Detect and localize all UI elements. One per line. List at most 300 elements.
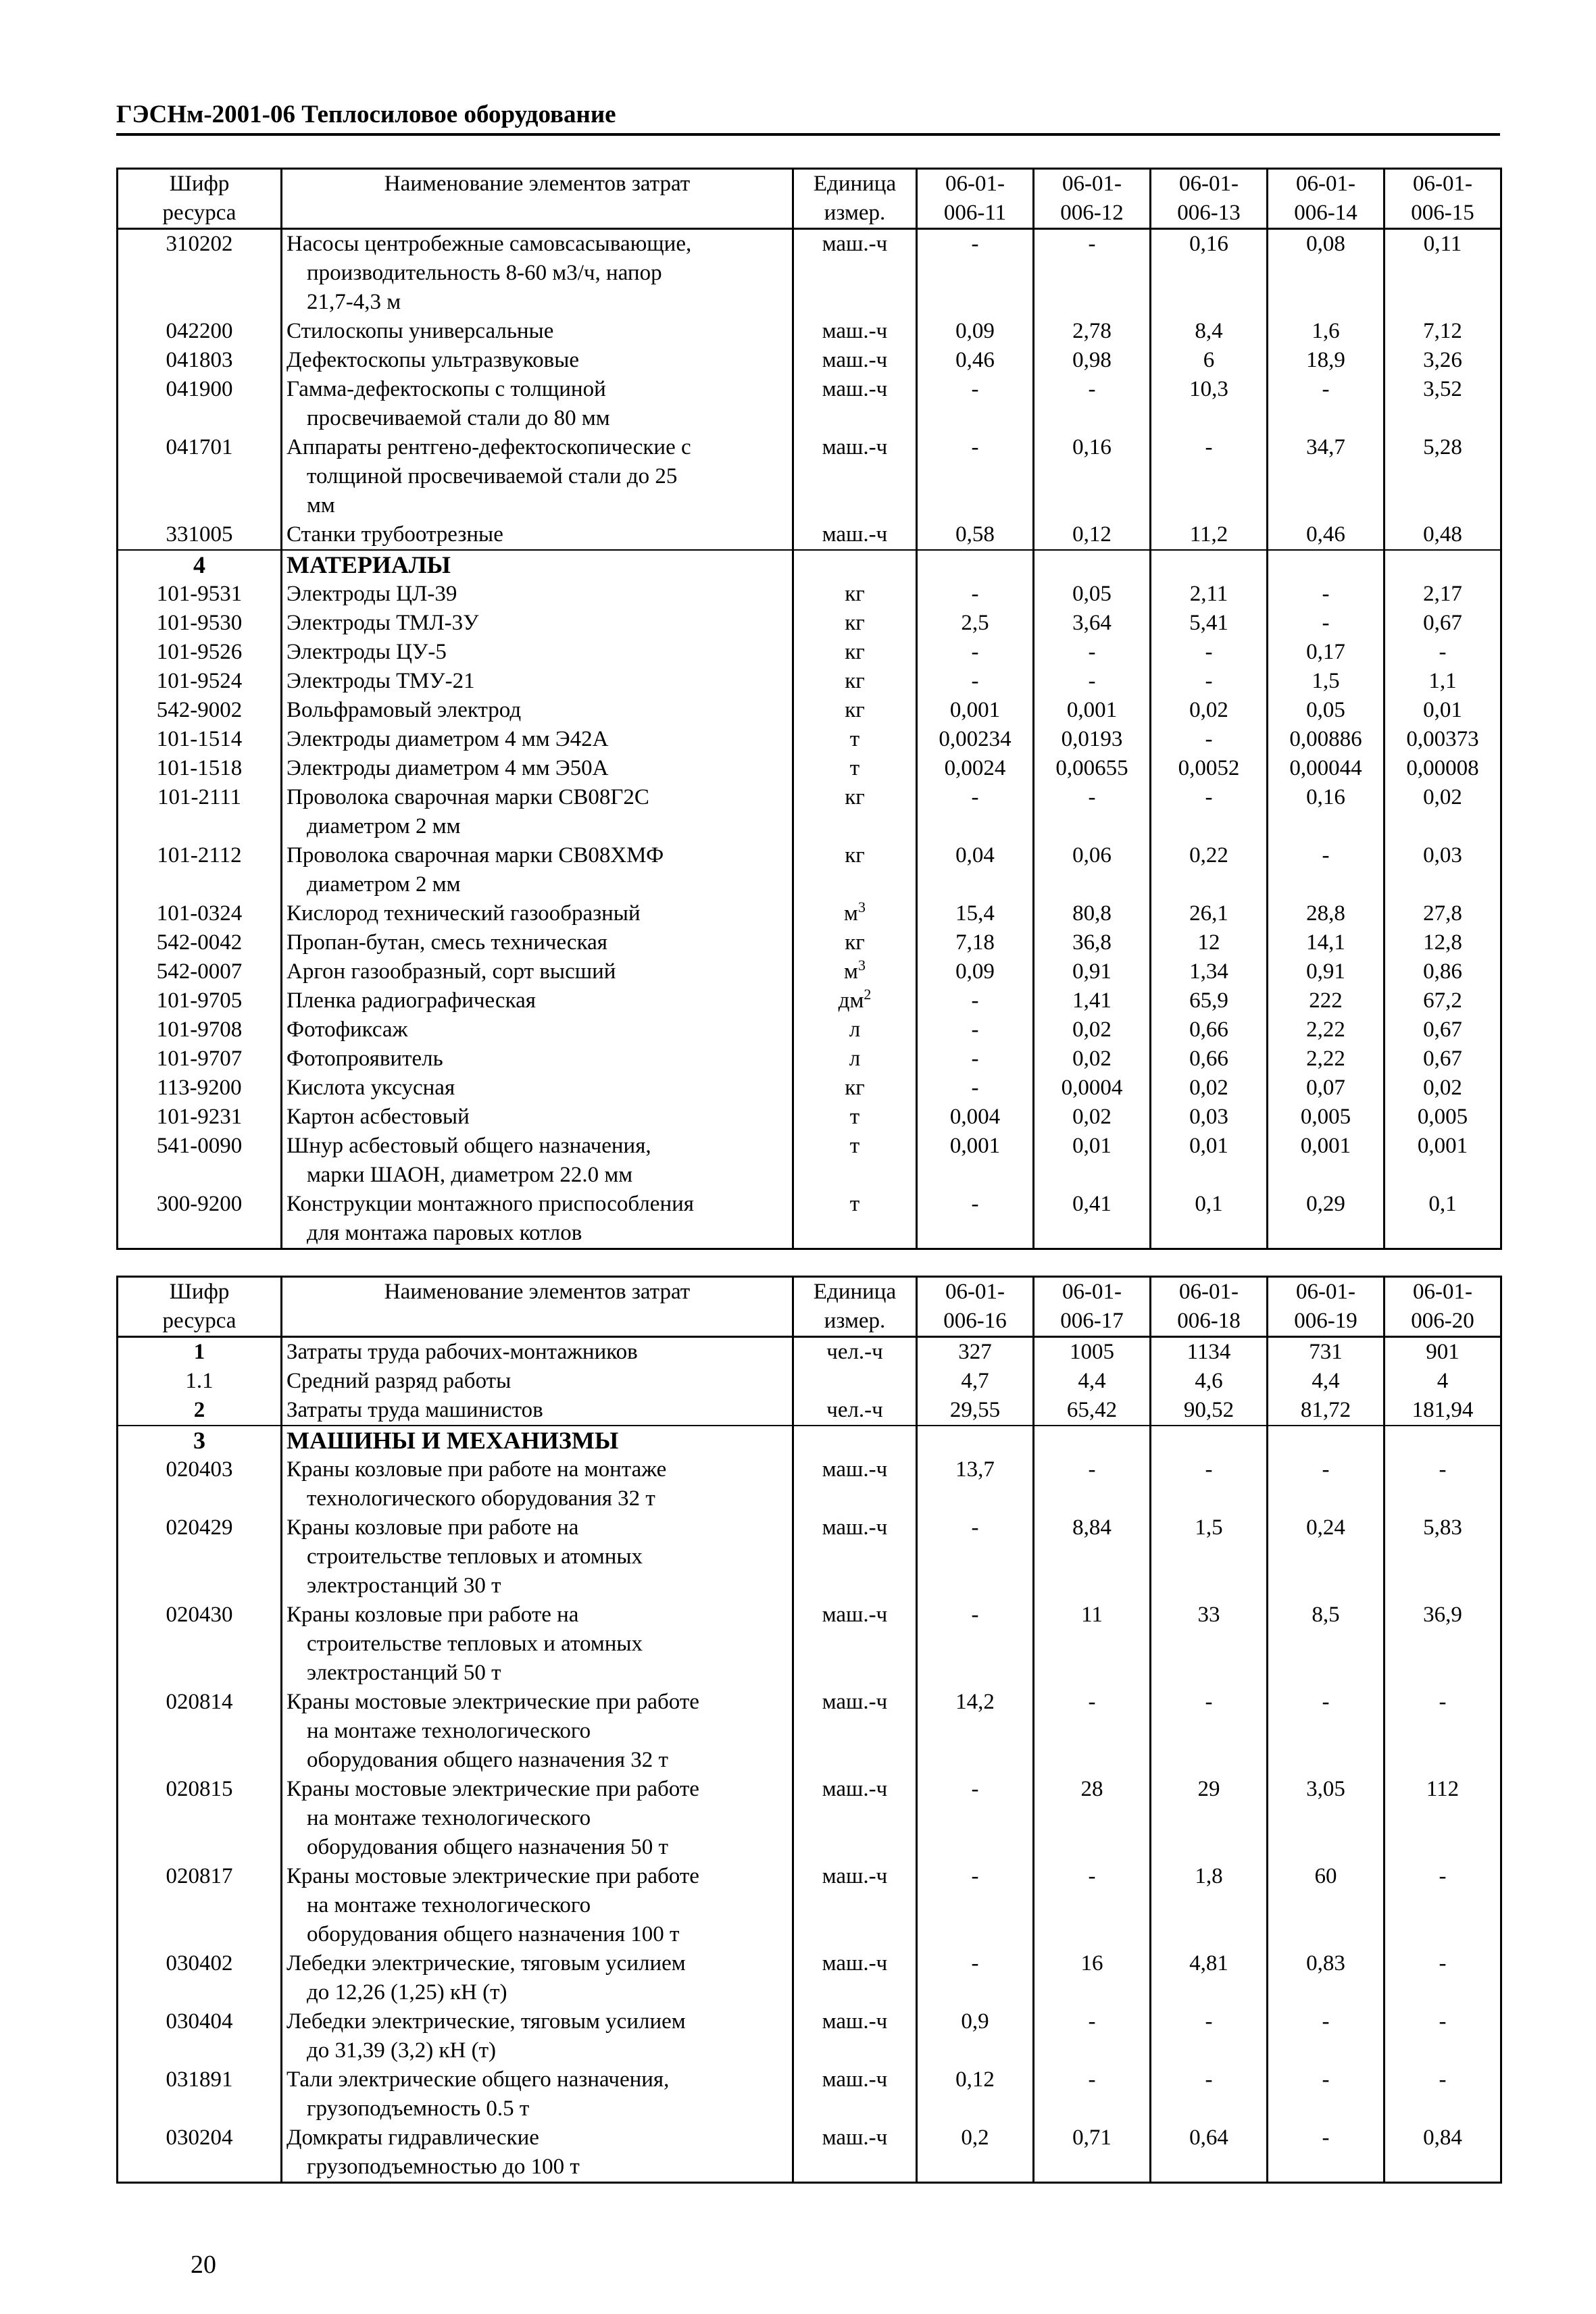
cost-element-name xyxy=(282,725,793,754)
cell-line: Стилоскопы универсальные xyxy=(286,319,554,343)
cell-line: маш.-ч xyxy=(822,348,888,372)
norm-value: 0,67 xyxy=(1385,609,1501,638)
norm-value: - xyxy=(1385,1688,1501,1775)
norm-value: - xyxy=(1151,1688,1268,1775)
norm-value: - xyxy=(917,1601,1034,1688)
norm-value: - xyxy=(917,1045,1034,1074)
norm-value: 3,64 xyxy=(1034,609,1151,638)
unit-of-measure xyxy=(793,667,917,696)
cell-line: диаметром 2 мм xyxy=(307,814,461,838)
norm-value: 3,05 xyxy=(1268,1775,1385,1862)
cell-line: 006-20 xyxy=(1411,1309,1474,1333)
cost-element-name xyxy=(282,1337,793,1367)
norm-value: 0,09 xyxy=(917,317,1034,346)
norm-value: - xyxy=(1268,2065,1385,2123)
norm-value: 0,86 xyxy=(1385,957,1501,986)
unit-of-measure xyxy=(793,433,917,520)
cell-line: электростанций 50 т xyxy=(307,1661,501,1685)
norm-value: 0,12 xyxy=(1034,520,1151,550)
cell-line: марки ШАОН, диаметром 22.0 мм xyxy=(307,1163,633,1187)
norm-value: 0,0193 xyxy=(1034,725,1151,754)
cell-line: до 12,26 (1,25) кН (т) xyxy=(307,1980,507,2005)
norm-value: 7,12 xyxy=(1385,317,1501,346)
table-row xyxy=(118,580,1501,609)
norm-value: 0,00373 xyxy=(1385,725,1501,754)
norm-value: 0,0004 xyxy=(1034,1074,1151,1103)
cell-line: 06-01- xyxy=(1179,172,1239,196)
cost-element-name xyxy=(282,1074,793,1103)
table-row xyxy=(118,841,1501,899)
cell-line: 21,7-4,3 м xyxy=(307,290,401,314)
cost-element-name xyxy=(282,375,793,433)
cell-line: электростанций 30 т xyxy=(307,1574,501,1598)
norm-value: 0,29 xyxy=(1268,1190,1385,1249)
header-name xyxy=(282,169,793,229)
norm-value: 1005 xyxy=(1034,1337,1151,1367)
norm-value: - xyxy=(1034,2065,1151,2123)
unit-of-measure xyxy=(793,841,917,899)
norm-value: 60 xyxy=(1268,1862,1385,1949)
norm-value: - xyxy=(917,433,1034,520)
norm-value: 28 xyxy=(1034,1775,1151,1862)
unit-of-measure xyxy=(793,1190,917,1249)
norm-value: 34,7 xyxy=(1268,433,1385,520)
cell-line: ресурса xyxy=(162,201,236,225)
table-row xyxy=(118,1015,1501,1045)
resource-code: 101-9705 xyxy=(118,986,282,1015)
unit-exponent: 3 xyxy=(857,957,866,974)
norm-value: 0,24 xyxy=(1268,1513,1385,1601)
norm-value: - xyxy=(1268,375,1385,433)
cell-line: маш.-ч xyxy=(822,2009,888,2034)
header-c3 xyxy=(1151,169,1268,229)
norm-value: 8,5 xyxy=(1268,1601,1385,1688)
table-row xyxy=(118,928,1501,957)
norm-value: 1,6 xyxy=(1268,317,1385,346)
resource-code: 020814 xyxy=(118,1688,282,1775)
norm-value: 0,005 xyxy=(1268,1103,1385,1132)
norm-value: 0,01 xyxy=(1385,696,1501,725)
norm-value: - xyxy=(917,229,1034,318)
cell-line: Краны мостовые электрические при работе xyxy=(286,1864,699,1888)
empty-cell xyxy=(1034,550,1151,580)
table-row xyxy=(118,433,1501,520)
norm-value: 5,41 xyxy=(1151,609,1268,638)
norm-value: 11 xyxy=(1034,1601,1151,1688)
cell-line: Проволока сварочная марки СВ08Г2С xyxy=(286,785,649,809)
cell-line: маш.-ч xyxy=(822,232,888,256)
norm-value: 1,5 xyxy=(1151,1513,1268,1601)
norm-value: - xyxy=(917,1949,1034,2007)
unit-of-measure xyxy=(793,725,917,754)
norm-value: 80,8 xyxy=(1034,899,1151,928)
cell-line: маш.-ч xyxy=(822,522,888,547)
table-row xyxy=(118,609,1501,638)
norm-value: 1,1 xyxy=(1385,667,1501,696)
cell-line: 06-01- xyxy=(1062,172,1122,196)
norm-value: 0,98 xyxy=(1034,346,1151,375)
unit-of-measure xyxy=(793,1103,917,1132)
norm-value: - xyxy=(1151,2007,1268,2065)
table-row xyxy=(118,957,1501,986)
unit-of-measure xyxy=(793,1513,917,1601)
cell-line: Затраты труда рабочих-монтажников xyxy=(286,1340,638,1364)
table-row xyxy=(118,1132,1501,1190)
cell-line: Аргон газообразный, сорт высший xyxy=(286,959,616,984)
cell-line: Электроды диаметром 4 мм Э42А xyxy=(286,727,609,751)
cost-element-name xyxy=(282,2007,793,2065)
cell-line: м xyxy=(844,959,858,984)
cell-line: до 31,39 (3,2) кН (т) xyxy=(307,2038,497,2063)
norm-value: 28,8 xyxy=(1268,899,1385,928)
table-row xyxy=(118,1949,1501,2007)
norm-value: - xyxy=(1034,2007,1151,2065)
norm-value: - xyxy=(1034,667,1151,696)
norm-value: 327 xyxy=(917,1337,1034,1367)
unit-of-measure xyxy=(793,609,917,638)
norm-value: 29 xyxy=(1151,1775,1268,1862)
page-number: 20 xyxy=(191,2250,216,2279)
norm-value: 1,5 xyxy=(1268,667,1385,696)
cell-line: Насосы центробежные самовсасывающие, xyxy=(286,232,692,256)
norm-value: 2,22 xyxy=(1268,1015,1385,1045)
resource-code: 031891 xyxy=(118,2065,282,2123)
resource-code: 101-9231 xyxy=(118,1103,282,1132)
cost-element-name xyxy=(282,520,793,550)
norm-value: 0,02 xyxy=(1034,1103,1151,1132)
cell-line: диаметром 2 мм xyxy=(307,872,461,897)
cell-line: т xyxy=(849,1192,860,1216)
resource-code: 101-9526 xyxy=(118,638,282,667)
norm-value: - xyxy=(917,1074,1034,1103)
cell-line: на монтаже технологического xyxy=(307,1893,591,1917)
cell-line: Шифр xyxy=(169,1280,230,1304)
cost-element-name xyxy=(282,1601,793,1688)
norm-value: - xyxy=(917,638,1034,667)
cell-line: маш.-ч xyxy=(822,1864,888,1888)
cost-element-name xyxy=(282,1045,793,1074)
unit-of-measure xyxy=(793,1132,917,1190)
cell-line: кг xyxy=(845,640,865,664)
unit-of-measure xyxy=(793,1367,917,1396)
norm-value: - xyxy=(1151,433,1268,520)
cell-line: Наименование элементов затрат xyxy=(384,1280,691,1304)
unit-of-measure xyxy=(793,928,917,957)
norm-value: 0,84 xyxy=(1385,2123,1501,2183)
norm-value: 6 xyxy=(1151,346,1268,375)
norm-value: - xyxy=(1268,580,1385,609)
table-row xyxy=(118,899,1501,928)
table-row xyxy=(118,2007,1501,2065)
norm-value: - xyxy=(1268,1455,1385,1513)
cell-line: 06-01- xyxy=(945,172,1005,196)
unit-of-measure xyxy=(793,2123,917,2183)
cell-line: на монтаже технологического xyxy=(307,1806,591,1830)
resource-code: 101-9707 xyxy=(118,1045,282,1074)
norm-value: - xyxy=(1034,1455,1151,1513)
cell-line: Электроды диаметром 4 мм Э50А xyxy=(286,756,609,780)
norm-value: 0,004 xyxy=(917,1103,1034,1132)
cell-line: Тали электрические общего назначения, xyxy=(286,2067,670,2092)
unit-of-measure xyxy=(793,1015,917,1045)
header-c5 xyxy=(1385,1277,1501,1337)
norm-value: - xyxy=(1151,1455,1268,1513)
norm-value: 16 xyxy=(1034,1949,1151,2007)
unit-of-measure xyxy=(793,346,917,375)
header-unit xyxy=(793,169,917,229)
header-name xyxy=(282,1277,793,1337)
empty-cell xyxy=(1151,550,1268,580)
resource-code: 020429 xyxy=(118,1513,282,1601)
resource-code: 041803 xyxy=(118,346,282,375)
norm-value: 14,1 xyxy=(1268,928,1385,957)
norm-value: 0,16 xyxy=(1151,229,1268,318)
cell-line: Средний разряд работы xyxy=(286,1369,512,1393)
norm-value: 2,78 xyxy=(1034,317,1151,346)
norm-value: 0,001 xyxy=(1385,1132,1501,1190)
unit-exponent: 3 xyxy=(857,899,866,915)
cell-line: кг xyxy=(845,611,865,635)
table-row xyxy=(118,229,1501,318)
cell-line: кг xyxy=(845,1076,865,1100)
norm-value: 0,005 xyxy=(1385,1103,1501,1132)
section-title: МАТЕРИАЛЫ xyxy=(282,550,793,580)
norm-value: - xyxy=(1034,783,1151,841)
norm-value: 12 xyxy=(1151,928,1268,957)
table-row xyxy=(118,754,1501,783)
resource-table-2 xyxy=(116,1276,1502,2184)
table-row xyxy=(118,1513,1501,1601)
norm-value: 0,91 xyxy=(1034,957,1151,986)
resource-code: 041701 xyxy=(118,433,282,520)
cell-line: маш.-ч xyxy=(822,1515,888,1540)
header-code xyxy=(118,1277,282,1337)
norm-value: 7,18 xyxy=(917,928,1034,957)
norm-value: - xyxy=(1034,1688,1151,1775)
cost-element-name xyxy=(282,2123,793,2183)
resource-code: 101-1514 xyxy=(118,725,282,754)
cell-line: строительстве тепловых и атомных xyxy=(307,1544,643,1569)
cell-line: т xyxy=(849,756,860,780)
cell-line: технологического оборудования 32 т xyxy=(307,1486,655,1511)
resource-table-1 xyxy=(116,168,1502,1250)
resource-code: 020815 xyxy=(118,1775,282,1862)
cell-line: 006-14 xyxy=(1294,201,1357,225)
norm-value: 4 xyxy=(1385,1367,1501,1396)
cell-line: Электроды ТМЛ-3У xyxy=(286,611,479,635)
cell-line: л xyxy=(849,1047,861,1071)
norm-value: 15,4 xyxy=(917,899,1034,928)
table-row xyxy=(118,638,1501,667)
resource-code: 1 xyxy=(118,1337,282,1367)
page-header: ГЭСНм-2001-06 Теплосиловое оборудование xyxy=(116,100,1500,136)
cell-line: дм xyxy=(838,988,864,1013)
cell-line: л xyxy=(849,1017,861,1042)
resource-code: 101-2112 xyxy=(118,841,282,899)
unit-of-measure xyxy=(793,754,917,783)
norm-value: 0,05 xyxy=(1268,696,1385,725)
norm-value: 0,001 xyxy=(917,696,1034,725)
norm-value: 5,28 xyxy=(1385,433,1501,520)
norm-value: 0,02 xyxy=(1034,1045,1151,1074)
norm-value: 0,02 xyxy=(1151,1074,1268,1103)
norm-value: - xyxy=(917,1775,1034,1862)
cell-line: измер. xyxy=(824,201,886,225)
cost-element-name xyxy=(282,1949,793,2007)
unit-of-measure xyxy=(793,1775,917,1862)
cell-line: Станки трубоотрезные xyxy=(286,522,503,547)
cell-line: 006-13 xyxy=(1177,201,1241,225)
norm-value: 14,2 xyxy=(917,1688,1034,1775)
table-row xyxy=(118,1103,1501,1132)
cell-line: Гамма-дефектоскопы с толщиной xyxy=(286,377,606,401)
unit-of-measure xyxy=(793,229,917,318)
cell-line: чел.-ч xyxy=(826,1398,883,1422)
norm-value: 0,03 xyxy=(1385,841,1501,899)
norm-value: - xyxy=(1151,2065,1268,2123)
table-row xyxy=(118,696,1501,725)
cell-line: Затраты труда машинистов xyxy=(286,1398,543,1422)
norm-value: 0,00044 xyxy=(1268,754,1385,783)
cell-line: Аппараты рентгено-дефектоскопические с xyxy=(286,435,691,459)
cell-line: Наименование элементов затрат xyxy=(384,172,691,196)
cost-element-name xyxy=(282,1862,793,1949)
norm-value: 1134 xyxy=(1151,1337,1268,1367)
empty-cell xyxy=(793,550,917,580)
cell-line: Краны мостовые электрические при работе xyxy=(286,1777,699,1801)
cell-line: Проволока сварочная марки СВ08ХМФ xyxy=(286,843,664,867)
norm-value: 0,07 xyxy=(1268,1074,1385,1103)
table-row xyxy=(118,1367,1501,1396)
cell-line: кг xyxy=(845,785,865,809)
norm-value: 12,8 xyxy=(1385,928,1501,957)
empty-cell xyxy=(1268,1426,1385,1455)
norm-value: 731 xyxy=(1268,1337,1385,1367)
resource-code: 101-0324 xyxy=(118,899,282,928)
cell-line: строительстве тепловых и атомных xyxy=(307,1632,643,1656)
table-row xyxy=(118,317,1501,346)
resource-code: 020403 xyxy=(118,1455,282,1513)
table-row xyxy=(118,1074,1501,1103)
cell-line: оборудования общего назначения 32 т xyxy=(307,1748,668,1772)
norm-value: 0,64 xyxy=(1151,2123,1268,2183)
norm-value: 0,04 xyxy=(917,841,1034,899)
resource-code: 101-2111 xyxy=(118,783,282,841)
unit-of-measure xyxy=(793,520,917,550)
table-row xyxy=(118,1862,1501,1949)
cell-line: т xyxy=(849,1134,860,1158)
cell-line: 06-01- xyxy=(1413,172,1472,196)
norm-value: 13,7 xyxy=(917,1455,1034,1513)
norm-value: 33 xyxy=(1151,1601,1268,1688)
norm-value: 0,71 xyxy=(1034,2123,1151,2183)
unit-of-measure xyxy=(793,375,917,433)
cost-element-name xyxy=(282,1132,793,1190)
norm-value: - xyxy=(1034,1862,1151,1949)
resource-code: 020817 xyxy=(118,1862,282,1949)
table-header-row xyxy=(118,1277,1501,1337)
table-row xyxy=(118,520,1501,550)
resource-code: 030204 xyxy=(118,2123,282,2183)
cost-element-name xyxy=(282,2065,793,2123)
norm-value: - xyxy=(1151,783,1268,841)
unit-of-measure xyxy=(793,1074,917,1103)
header-c2 xyxy=(1034,169,1151,229)
norm-value: - xyxy=(917,667,1034,696)
norm-value: 0,001 xyxy=(917,1132,1034,1190)
norm-value: - xyxy=(917,375,1034,433)
norm-value: 0,00008 xyxy=(1385,754,1501,783)
norm-value: 3,52 xyxy=(1385,375,1501,433)
cell-line: Лебедки электрические, тяговым усилием xyxy=(286,2009,686,2034)
cell-line: ресурса xyxy=(162,1309,236,1333)
cell-line: 006-19 xyxy=(1294,1309,1357,1333)
norm-value: 0,00234 xyxy=(917,725,1034,754)
norm-value: 65,42 xyxy=(1034,1396,1151,1426)
section-title: МАШИНЫ И МЕХАНИЗМЫ xyxy=(282,1426,793,1455)
resource-code: 101-1518 xyxy=(118,754,282,783)
cost-element-name xyxy=(282,957,793,986)
cost-element-name xyxy=(282,1455,793,1513)
norm-value: 0,1 xyxy=(1385,1190,1501,1249)
norm-value: 0,2 xyxy=(917,2123,1034,2183)
norm-value: 10,3 xyxy=(1151,375,1268,433)
cell-line: Шифр xyxy=(169,172,230,196)
table-row xyxy=(118,1455,1501,1513)
cell-line: Лебедки электрические, тяговым усилием xyxy=(286,1951,686,1976)
norm-value: 18,9 xyxy=(1268,346,1385,375)
norm-value: 112 xyxy=(1385,1775,1501,1862)
unit-of-measure xyxy=(793,696,917,725)
norm-value: - xyxy=(917,1513,1034,1601)
cell-line: Пропан-бутан, смесь техническая xyxy=(286,930,607,955)
norm-value: 4,7 xyxy=(917,1367,1034,1396)
cell-line: кг xyxy=(845,669,865,693)
cell-line: 06-01- xyxy=(1062,1280,1122,1304)
header-c1 xyxy=(917,169,1034,229)
norm-value: 0,09 xyxy=(917,957,1034,986)
cell-line: маш.-ч xyxy=(822,1690,888,1714)
norm-value: - xyxy=(1034,638,1151,667)
norm-value: 67,2 xyxy=(1385,986,1501,1015)
norm-value: - xyxy=(917,986,1034,1015)
cell-line: 006-16 xyxy=(943,1309,1007,1333)
norm-value: 0,41 xyxy=(1034,1190,1151,1249)
cost-element-name xyxy=(282,1103,793,1132)
section-row xyxy=(118,550,1501,580)
cell-line: оборудования общего назначения 100 т xyxy=(307,1922,680,1946)
header-c4 xyxy=(1268,169,1385,229)
table-header-row xyxy=(118,169,1501,229)
cell-line: 06-01- xyxy=(1179,1280,1239,1304)
cost-element-name xyxy=(282,1367,793,1396)
cell-line: маш.-ч xyxy=(822,1777,888,1801)
cost-element-name xyxy=(282,346,793,375)
norm-value: 0,06 xyxy=(1034,841,1151,899)
norm-value: - xyxy=(1268,1688,1385,1775)
cell-line: Краны мостовые электрические при работе xyxy=(286,1690,699,1714)
norm-value: 90,52 xyxy=(1151,1396,1268,1426)
norm-value: - xyxy=(1268,2123,1385,2183)
norm-value: 0,02 xyxy=(1385,783,1501,841)
cell-line: измер. xyxy=(824,1309,886,1333)
table-row xyxy=(118,346,1501,375)
table-row xyxy=(118,1190,1501,1249)
cell-line: Краны козловые при работе на монтаже xyxy=(286,1457,667,1482)
header-c5 xyxy=(1385,169,1501,229)
cell-line: чел.-ч xyxy=(826,1340,883,1364)
empty-cell xyxy=(1268,550,1385,580)
